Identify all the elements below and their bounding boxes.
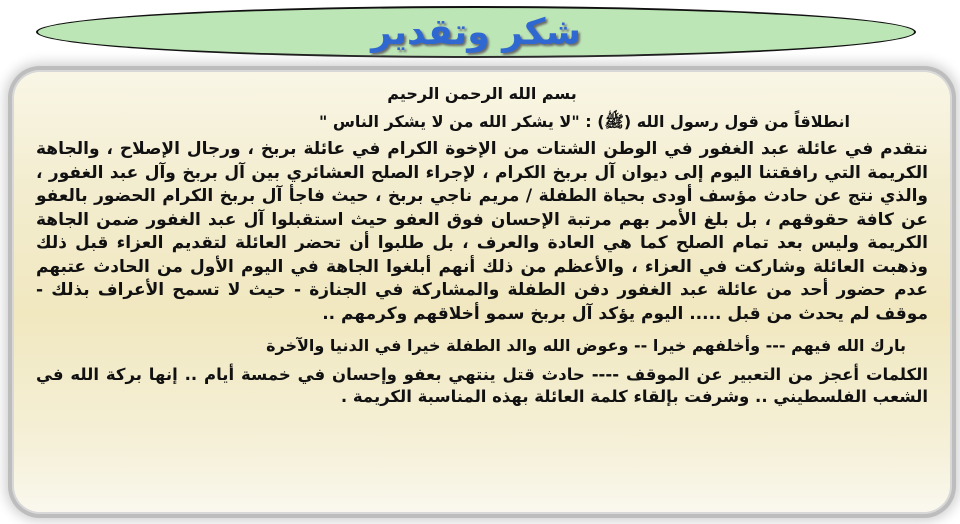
blessing-line: بارك الله فيهم --- وأخلفهم خيرا -- وعوض الله والد الطفلة خيرا في الدنيا والآخرة: [266, 336, 906, 355]
hadith-quote: انطلاقاً من قول رسول الله (ﷺ) : "لا يشكر الله من لا يشكر الناس ": [318, 112, 850, 131]
page-title: شكر وتقدير: [371, 12, 581, 53]
body-paragraph: نتقدم في عائلة عبد الغفور في الوطن الشتات من الإخوة الكرام في عائلة بربخ ، ورجال الإصلاح ، والجاهة الكريمة التي رافقتنا اليوم إلى ديوان آل بربخ الكرام ، لإجراء الصلح العشائري بين آل بربخ وآل عبد الغفور ، والذي نتج عن حادث مؤسف أودى بحياة الطفلة / مريم ناجي بربخ ، حيث فاجأ آل بربخ الكرام الحضور بالعفو عن كافة حقوقهم ، بل بلغ الأمر بهم مرتبة الإحسان فوق العفو حيث استقبلوا آل عبد الغفور ضمن الجاهة الكريمة وليس بعد تمام الصلح كما هي العادة والعرف ، بل طلبوا أن تحضر العائلة لتقديم العزاء قبل ذلك وذهبت العائلة وشاركت في العزاء ، والأعظم من ذلك أنهم أبلغوا الجاهة في اليوم الأول من الحادث عتبهم عدم حضور أحد من عائلة عبد الغفور دفن الطفلة والمشاركة في الجنازة - حيث لا تسمح الأعراف بذلك - موقف لم يحدث من قبل ..... اليوم يؤكد آل بربخ سمو أخلاقهم وكرمهم ..: [36, 139, 928, 324]
closing-paragraph: الكلمات أعجز من التعبير عن الموقف ---- حادث قتل ينتهي بعفو وإحسان في خمسة أيام .. إنها بركة الله في الشعب الفلسطيني .. وشرفت بإلقاء كلمة العائلة بهذه المناسبة الكريمة .: [36, 365, 928, 406]
letter-card: [14, 72, 950, 512]
basmala: بسم الله الرحمن الرحيم: [387, 84, 577, 103]
letter-content: [36, 82, 928, 408]
title-banner: [36, 6, 916, 58]
